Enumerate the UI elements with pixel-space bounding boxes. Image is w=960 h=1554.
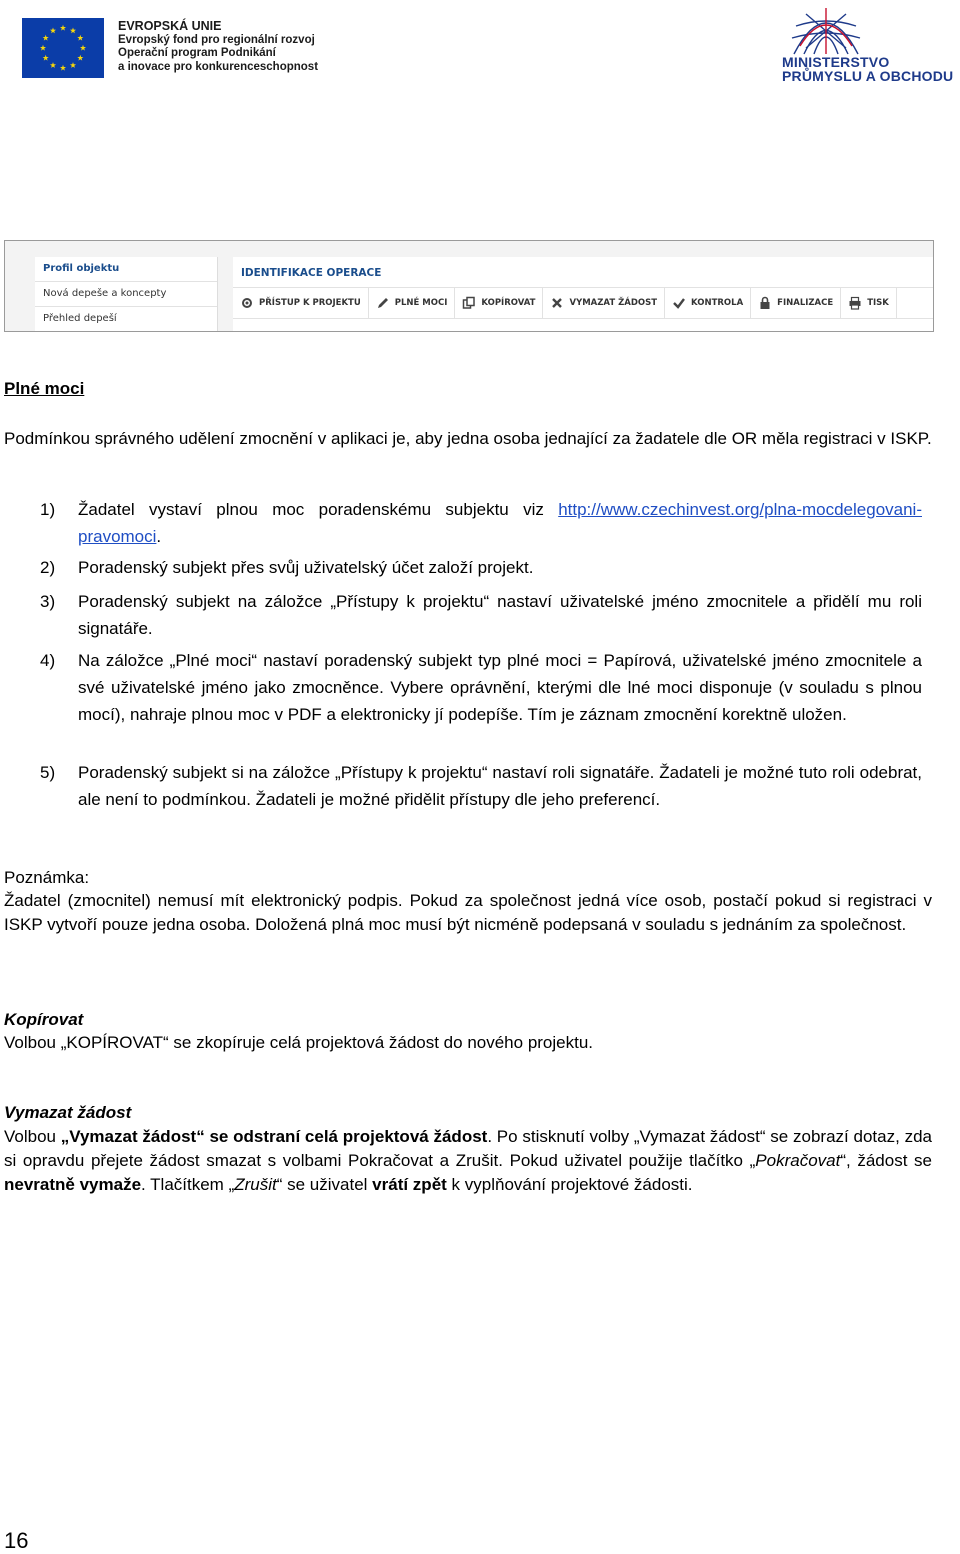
- list-item-2: [40, 554, 922, 581]
- page-number: 16: [4, 1528, 29, 1553]
- mpo-line-1: MINISTERSTVO: [782, 54, 890, 70]
- print-icon: [848, 296, 862, 310]
- zrusit-label: Zrušit: [234, 1175, 277, 1194]
- list-item-5: [40, 759, 922, 813]
- list-number: 2): [40, 558, 56, 577]
- vymazat-text-4: . Tlačítkem „: [141, 1175, 235, 1194]
- vymazat-zadost-label: VYMAZAT ŽÁDOST: [569, 298, 658, 308]
- pristup-k-projektu-label: PŘÍSTUP K PROJEKTU: [259, 298, 361, 308]
- eu-text-block: [118, 20, 318, 74]
- vymazat-text-2: . Po stisknutí volby „Vymazat žádost“ se zobrazí dotaz, zda si opravdu přejete žádost smazat s volbami Pokračovat a Zrušit. Pokud uživatel použije tlačítko „: [4, 1127, 932, 1170]
- eu-fund: Evropský fond pro regionální rozvoj: [118, 33, 315, 46]
- lock-icon: [758, 296, 772, 310]
- list-item-end: .: [156, 527, 162, 546]
- mpo-line-2: PRŮMYSLU A OBCHODU: [782, 68, 954, 84]
- pokracovat-label: Pokračovat: [755, 1151, 841, 1170]
- copy-icon: [462, 296, 476, 310]
- list-item-text: Na záložce „Plné moci“ nastaví poradenský subjekt typ plné moci = Papírová, uživatelské jméno zmocnitele a své uživatelské jméno jako zmocněnce. Vybere oprávnění, kterými dle lné moci disponuje (v souladu s plnou mocí), nahraje plnou moc v PDF a elektronicky jí podepíše. Tím je záznam zmocnění korektně uložen.: [78, 651, 922, 724]
- kontrola-label: KONTROLA: [691, 298, 744, 308]
- vymazat-text-5: “ se uživatel: [276, 1175, 373, 1194]
- list-item-text: Poradenský subjekt si na záložce „Přístupy k projektu“ nastaví roli signatáře. Žadateli je možné tuto roli odebrat, ale není to podmínkou. Žadateli je možné přidělit přístupy dle jeho preferencí.: [78, 763, 922, 809]
- settings-icon: [240, 296, 254, 310]
- vymazat-paragraph: [4, 1125, 932, 1197]
- list-number: 4): [40, 651, 56, 670]
- vymazat-bold-1: „Vymazat žádost“ se odstraní celá projektová žádost: [60, 1127, 488, 1146]
- eu-title: EVROPSKÁ UNIE: [118, 19, 222, 33]
- plne-moci-button[interactable]: [369, 288, 456, 318]
- plne-moci-intro: Podmínkou správného udělení zmocnění v aplikaci je, aby jedna osoba jednající za žadatele dle OR měla registraci v ISKP.: [4, 429, 932, 448]
- kontrola-button[interactable]: [665, 288, 751, 318]
- sidebar-item-profil[interactable]: Profil objektu: [35, 257, 217, 282]
- mpo-text-block: [782, 55, 953, 83]
- x-icon: [550, 296, 564, 310]
- list-item-1: [40, 496, 922, 550]
- vymazat-zadost-button[interactable]: [543, 288, 665, 318]
- eu-flag-logo: [22, 18, 104, 78]
- pen-icon: [376, 296, 390, 310]
- list-item-3: [40, 588, 922, 642]
- list-item-4: [40, 647, 922, 728]
- vymazat-text-6: k vyplňování projektové žádosti.: [446, 1175, 693, 1194]
- mpo-globe-icon: [786, 2, 866, 60]
- note-text: Žadatel (zmocnitel) nemusí mít elektronický podpis. Pokud za společnost jedná více osob, postačí pokud si registraci v ISKP vytvoří pouze jedna osoba. Doložená plná moc musí být nicméně podepsaná v souladu s jednáním za společnost.: [4, 891, 932, 934]
- vymazat-bold-3: vrátí zpět: [372, 1175, 447, 1194]
- kopirovat-heading: Kopírovat: [4, 1010, 84, 1029]
- plna-moc-link[interactable]: http://www.czechinvest.org/plna-mocdelegovani-pravomoci: [78, 500, 922, 546]
- vymazat-heading: Vymazat žádost: [4, 1103, 132, 1122]
- ui-sidebar: [35, 257, 218, 332]
- application-screenshot: [4, 240, 934, 332]
- plne-moci-heading: Plné moci: [4, 379, 85, 398]
- finalizace-label: FINALIZACE: [777, 298, 834, 308]
- list-item-text: Poradenský subjekt na záložce „Přístupy k projektu“ nastaví uživatelské jméno zmocnitele a přidělí mu roli signatáře.: [78, 592, 922, 638]
- list-number: 3): [40, 592, 56, 611]
- eu-stars-icon: [22, 18, 104, 78]
- note-label: Poznámka:: [4, 868, 90, 887]
- ui-toolbar: [233, 287, 933, 319]
- list-item-text: Poradenský subjekt přes svůj uživatelský účet založí projekt.: [78, 558, 534, 577]
- eu-program-2: a inovace pro konkurenceschopnost: [118, 60, 319, 73]
- ui-main-title: IDENTIFIKACE OPERACE: [241, 267, 382, 279]
- vymazat-text-3: “, žádost se: [840, 1151, 932, 1170]
- vymazat-text-1: Volbou: [4, 1127, 61, 1146]
- eu-program: Operační program Podnikání: [118, 47, 276, 59]
- list-number: 1): [40, 500, 56, 519]
- tisk-button[interactable]: [841, 288, 897, 318]
- sidebar-item-prehled-depesi[interactable]: Přehled depeší: [35, 307, 217, 332]
- ui-main-panel: [233, 257, 933, 332]
- tisk-label: TISK: [867, 298, 889, 308]
- finalizace-button[interactable]: [751, 288, 841, 318]
- kopirovat-text: Volbou „KOPÍROVAT“ se zkopíruje celá projektová žádost do nového projektu.: [4, 1033, 594, 1052]
- sidebar-item-nova-depese[interactable]: Nová depeše a koncepty: [35, 282, 217, 307]
- list-item-text: Žadatel vystaví plnou moc poradenskému subjektu viz: [78, 500, 559, 519]
- pristup-k-projektu-button[interactable]: [233, 288, 369, 318]
- kopirovat-button[interactable]: [455, 288, 543, 318]
- list-number: 5): [40, 763, 56, 782]
- vymazat-bold-2: nevratně vymaže: [4, 1175, 142, 1194]
- plne-moci-label: PLNÉ MOCI: [394, 298, 448, 308]
- kopirovat-label: KOPÍROVAT: [481, 298, 536, 308]
- check-icon: [672, 296, 686, 310]
